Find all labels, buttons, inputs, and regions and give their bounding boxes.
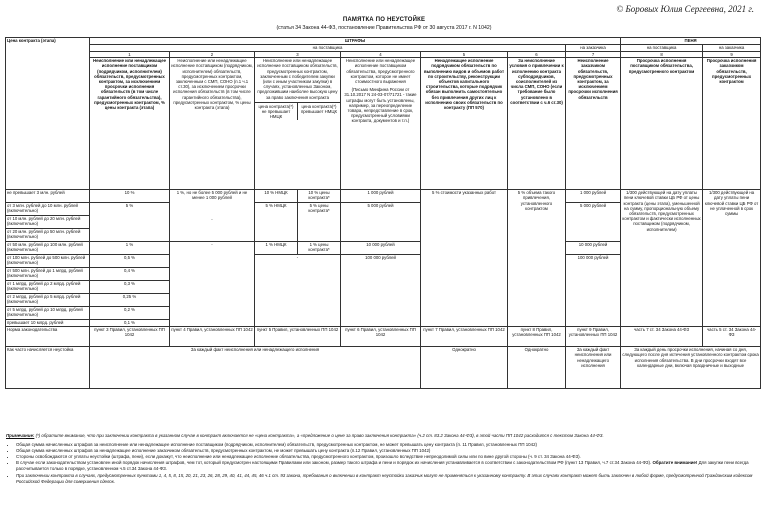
cell-c1: 5 % — [90, 203, 170, 242]
norm-c7: пункт 9 Правил, установленных ПП 1042 — [566, 327, 621, 347]
cell-c7: 5 000 рублей — [566, 203, 621, 242]
notes-main-text: (*) обратите внимание, что при заключении контракта в указанном случае в контракт включается не «цена контракта», а «предложение о цене за право заключения контракта» (ч.2 ст. 83.2 Закона 44-ФЗ), в этой части ПП 1042 расходится с текстом Закона 44-ФЗ. — [35, 433, 604, 438]
list-item — [16, 460, 762, 472]
cell-c3a: 1 % НМЦК — [255, 242, 298, 255]
fines-supplier-header: на поставщика — [90, 45, 566, 52]
cell-c8: 1/300 действующей на дату уплаты пени ключевой ставки ЦБ РФ от цены контракта (цены этапа), уменьшенной на сумму, пропорциональную объему обязательств, предусмотренных контрактом и фактически исполненных поставщиком (подрядчиком, исполнителем) — [621, 190, 703, 327]
cell-c2: - — [170, 242, 255, 327]
col-num-2: 2 — [170, 52, 255, 58]
col-num-9: 9 — [703, 52, 761, 58]
accrual-label: Как часто начисляется неустойка — [6, 347, 90, 389]
header-row-1 — [6, 38, 761, 45]
col-num-3: 3 — [255, 52, 341, 58]
cell-c4: 100 000 рублей — [341, 255, 421, 327]
price-range: от 50 млн. рублей до 100 млн. рублей (включительно) — [6, 242, 90, 255]
cell-c3b: 5 % цены контракта* — [298, 203, 341, 242]
notes-list — [6, 442, 762, 485]
penalty-table — [5, 37, 761, 389]
cell-c4: 1 000 рублей — [341, 190, 421, 203]
col4-description-text: Неисполнение или ненадлежащее исполнение поставщиком обязательства, предусмотренного контрактом, которое не имеет стоимостного выражения — [345, 58, 416, 85]
norm-c3: пункт 5 Правил, установленных ПП 1042 — [255, 327, 341, 347]
price-range: от 5 млрд. рублей до 10 млрд. рублей (включительно) — [6, 307, 90, 320]
document-title: ПАМЯТКА ПО НЕУСТОЙКЕ — [342, 17, 426, 23]
col3-description-text: Неисполнение или ненадлежащее исполнение поставщиком обязательств, предусмотренных контрактом, заключенным с победителем закупки (или с иным участником закупки) в случаях, установленных Законом, предложившим наиболее высокую цену за право заключения контракта — [257, 58, 338, 100]
col-num-1: 1 — [90, 52, 170, 58]
list-item: • При заключении контракта в случаях, предусмотренных пунктами 1, 4, 5, 8, 15, 20, 21, 23, 26, 28, 29, 40, 41, 44, 45, 46 ч.1 ст. 93 закона, требования о включении в контракт неустойки заказчик могут не применяться к указанному контракту. В этих случаях контракт может быть заключен в любой форме, предусмотренной Гражданским кодексом Российской Федерации для совершения сделок. — [16, 473, 762, 485]
cell-c1: 0,25 % — [90, 294, 170, 307]
list-item: • Общая сумма начисленных штрафов за неисполнение или ненадлежащее исполнение поставщиком (подрядчиком, исполнителем) обязательств, предусмотренных контрактом, не может превышать цену контракта (п. 11 Правил, установленных ПП 1042) — [16, 442, 762, 448]
accrual-penalty: За каждый день просрочки исполнения, начиная со дня, следующего после дня истечения установленного контрактом срока исполнения обязательства. В дни просрочки входят все календарные дни, включая праздничные и выходные — [621, 347, 761, 389]
col-num-5: 5 — [421, 52, 508, 58]
cell-c7: 1 000 рублей — [566, 190, 621, 203]
col6-description: За неисполнение условия о привлечении к исполнению контракта субподрядчиков, соисполнителей из числа СМП, СОНО (если требование было установлено в соответствии с ч.6 ст.30) — [508, 58, 566, 190]
cell-c2 — [170, 190, 255, 242]
col1-description: Неисполнение или ненадлежащее исполнение поставщиком (подрядчиком, исполнителем) обязательств, предусмотренных контрактом, за исключением просрочки исполнения обязательств (в том числе гарантийного обязательства), предусмотренных контрактом, % цены контракта (этапа) — [90, 58, 170, 190]
cell-c3: - — [255, 255, 341, 327]
cell-c7: 10 000 рублей — [566, 242, 621, 255]
cell-c1: 0,5 % — [90, 255, 170, 268]
col4-note: (Письмо Минфина России от 31.10.2017 N 24-03-07/71721 - такие штрафы могут быть установлены, например, за переопределение товара, непредставление в срок, предусмотренный условиями контракта, документов и т.п.) — [344, 87, 417, 124]
norm-c2: пункт 4 Правил, установленных ПП 1042 — [170, 327, 255, 347]
cell-c4: 5 000 рублей — [341, 203, 421, 242]
norm-row — [6, 327, 761, 347]
price-range: от 20 млн. рублей до 50 млн. рублей (включительно) — [6, 229, 90, 242]
col3a-subheader: цена контракта(*) не превышает НМЦК — [255, 103, 298, 121]
col-num-7: 7 — [566, 52, 621, 58]
price-column-header: Цена контракта (этапа) — [6, 38, 90, 190]
cell-c4: 10 000 рублей — [341, 242, 421, 255]
cell-c3b: 10 % цены контракта* — [298, 190, 341, 203]
price-range: от 1 млрд. рублей до 2 млрд. рублей (включительно) — [6, 281, 90, 294]
col-num-4: 4 — [341, 52, 421, 58]
cell-c7: 100 000 рублей — [566, 255, 621, 327]
cell-c1: 0,4 % — [90, 268, 170, 281]
penalty-header: ПЕНЯ — [621, 38, 761, 45]
norm-c4: пункт 6 Правил, установленных ПП 1042 — [341, 327, 421, 347]
col9-description: Просрочка исполнения заказчиком обязательств, предусмотренных контрактом — [703, 58, 761, 190]
notes-section — [6, 433, 762, 485]
norm-c8: часть 7 ст. 34 Закона 44-ФЗ — [621, 327, 703, 347]
col4-description — [341, 58, 421, 190]
cell-c1: 0,3 % — [90, 281, 170, 294]
penalty-customer-header: на заказчика — [703, 45, 761, 52]
price-range: превышает 10 млрд. рублей — [6, 320, 90, 327]
cell-c1: 10 % — [90, 190, 170, 203]
price-range: не превышает 3 млн. рублей — [6, 190, 90, 203]
header-row-descriptions — [6, 58, 761, 190]
note-b4-tail: Для закупки пени всегда рассчитывается только в порядке, установленном ч.5 ст.34 Закона 44-ФЗ. — [16, 460, 749, 472]
cell-c5: 5 % стоимости указанных работ — [421, 190, 508, 327]
norm-c1: пункт 3 Правил, установленных ПП 1042 — [90, 327, 170, 347]
table-row — [6, 190, 761, 203]
note-b4-emphasis: Обратите внимание! — [652, 460, 698, 466]
col3-subheaders — [255, 102, 340, 121]
accrual-fines-supplier: За каждый факт неисполнения или ненадлежащего исполнения — [90, 347, 421, 389]
document-subtitle: (статья 34 Закона 44-ФЗ, постановление Правительства РФ от 30 августа 2017 г. N 1042) — [276, 25, 492, 31]
cell-c9: 1/300 действующей на дату уплаты пени ключевой ставки ЦБ РФ от не уплаченной в срок суммы — [703, 190, 761, 327]
col8-description: Просрочка исполнения поставщиком обязательства, предусмотренного контрактом — [621, 58, 703, 190]
copyright-text: © Боровых Юлия Сергеевна, 2021 г. — [616, 4, 754, 14]
accrual-c7: За каждый факт неисполнения или ненадлежащего исполнения — [566, 347, 621, 389]
price-range: от 500 млн. рублей до 1 млрд. рублей (включительно) — [6, 268, 90, 281]
col3b-subheader: цена контракта(*) превышает НМЦК — [300, 103, 338, 115]
header-row-2 — [6, 45, 761, 52]
cell-c2-dash: - — [211, 216, 213, 222]
fines-customer-header: на заказчика — [566, 45, 621, 52]
price-range: от 10 млн. рублей до 20 млн. рублей (включительно) — [6, 216, 90, 229]
norm-label: Норма законодательства — [6, 327, 90, 347]
cell-c3a: 5 % НМЦК — [255, 203, 298, 242]
col-num-8: 8 — [621, 52, 703, 58]
cell-c6: 5 % объема такого привлечения, установленного контрактом — [508, 190, 566, 327]
cell-c1: 0,2 % — [90, 307, 170, 320]
accrual-row — [6, 347, 761, 389]
cell-c3a: 10 % НМЦК — [255, 190, 298, 203]
accrual-c6: Однократно — [508, 347, 566, 389]
col5-description: Ненадлежащее исполнение подрядчиком обязательств по выполнению видов и объемов работ по строительству, реконструкции объектов капитального строительства, которые подрядчик обязан выполнить самостоятельно без привлечения других лиц к исполнению своих обязательств по контракту (ПП 570) — [421, 58, 508, 190]
fines-header: ШТРАФЫ — [90, 38, 621, 45]
penalty-supplier-header: на поставщика — [621, 45, 703, 52]
col-num-6: 6 — [508, 52, 566, 58]
list-item: • Стороны освобождаются от уплаты неустойки (штрафа, пени), если докажут, что неисполнение или ненадлежащее исполнение обязательства, предусмотренного контрактом, произошло вследствие непреодолимой силы или по вине другой стороны (ч. 9 ст. 34 Закона 44-ФЗ). — [16, 454, 762, 460]
list-item: • Общая сумма начисленных штрафов за ненадлежащее исполнение заказчиком обязательств, предусмотренных контрактом, не может превышать цену контракта (п.12 Правил, установленных ПП 1042) — [16, 448, 762, 454]
cell-c1: 1 % — [90, 242, 170, 255]
norm-c5: пункт 7 Правил, установленных ПП 1042 — [421, 327, 508, 347]
cell-c1: 0,1 % — [90, 320, 170, 327]
note-b4-text: В случае если законодательством установлен иной порядок начисления штрафов, чем тот, который предусмотрен настоящими Правилами или законом, размер такого штрафа и пени и порядок их начисления устанавливается в соответствии с законодательством РФ (пункт 13 Правил, ч.7 ст.34 Закона 44-ФЗ). — [16, 460, 652, 466]
notes-label: Примечание: — [6, 433, 35, 438]
price-range: от 2 млрд. рублей до 5 млрд. рублей (включительно) — [6, 294, 90, 307]
cell-c3b: 1 % цены контракта* — [298, 242, 341, 255]
col3-description — [255, 58, 341, 190]
norm-c6: пункт 8 Правил, установленных ПП 1042 — [508, 327, 566, 347]
price-range: от 100 млн. рублей до 500 млн. рублей (включительно) — [6, 255, 90, 268]
col2-description: Неисполнение или ненадлежащее исполнение поставщиком (подрядчиком, исполнителем) обязательств, предусмотренных контрактом, заключенным с СМП, СОНО (п.1 ч.1 ст.30), за исключением просрочки исполнения обязательств (в том числе гарантийного обязательства), предусмотренных контрактом, % цены контракта (этапа) — [170, 58, 255, 190]
notes-main — [6, 433, 762, 439]
cell-c2-value: 1 %, но не более 5 000 рублей и не менее 1 000 рублей — [176, 190, 248, 201]
price-range: от 3 млн. рублей до 10 млн. рублей (включительно) — [6, 203, 90, 216]
norm-c9: часть 5 ст. 34 Закона 44-ФЗ — [703, 327, 761, 347]
accrual-c5: Однократно — [421, 347, 508, 389]
col7-description: Неисполнение заказчиком обязательств, предусмотренных контрактом, за исключением просрочки исполнения обязательств — [566, 58, 621, 190]
